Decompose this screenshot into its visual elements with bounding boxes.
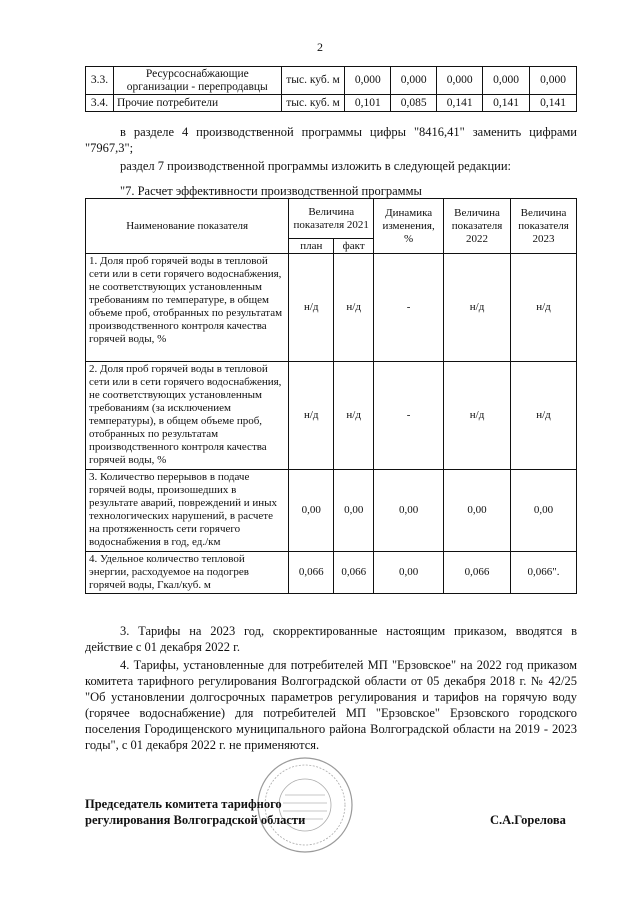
paragraph-section4: в разделе 4 производственной программы цифры "8416,41" заменить цифрами "7967,3"; xyxy=(85,125,577,155)
row-value: 0,000 xyxy=(530,67,577,95)
row-value-2022: 0,00 xyxy=(444,470,511,552)
row-value-2023: 0,066". xyxy=(511,552,577,594)
row-name: Прочие потребители xyxy=(113,95,281,112)
header-value-2021: Величина показателя 2021 xyxy=(289,199,374,239)
row-value-2022: 0,066 xyxy=(444,552,511,594)
row-value: 0,101 xyxy=(345,95,391,112)
header-name: Наименование показателя xyxy=(86,199,289,254)
row-value: 0,085 xyxy=(391,95,437,112)
row-value: 0,000 xyxy=(483,67,530,95)
row-fact: н/д xyxy=(334,254,374,362)
row-label: 1. Доля проб горячей воды в тепловой сети или в сети горячего водоснабжения, не соответствующих установленным требованиям по температуре, в общем объеме проб, отобранных по результатам производственного контроля качества горячей воды, % xyxy=(86,254,289,362)
table-row xyxy=(86,95,577,112)
row-label: 2. Доля проб горячей воды в тепловой сети или в сети горячего водоснабжения, не соответствующих установленным требованиям (за исключением температуры), в общем объеме проб, отобранных по результатам производственного контроля качества горячей воды, % xyxy=(86,362,289,470)
header-dynamics: Динамика изменения, % xyxy=(374,199,444,254)
header-plan: план xyxy=(289,239,334,254)
row-label: 3. Количество перерывов в подаче горячей воды, произошедших в результате аварий, повреждений и иных технологических нарушений, в расчете на протяженность сети горячего водоснабжения в год, ед./км xyxy=(86,470,289,552)
page-number: 2 xyxy=(317,40,323,54)
row-value: 0,000 xyxy=(391,67,437,95)
row-value-2022: н/д xyxy=(444,362,511,470)
row-value-2023: н/д xyxy=(511,362,577,470)
table-row xyxy=(86,362,577,470)
header-value-2023: Величина показателя 2023 xyxy=(511,199,577,254)
row-plan: н/д xyxy=(289,362,334,470)
row-plan: 0,066 xyxy=(289,552,334,594)
consumption-table xyxy=(85,66,577,112)
row-value: 0,000 xyxy=(345,67,391,95)
row-fact: н/д xyxy=(334,362,374,470)
row-dynamics: - xyxy=(374,362,444,470)
row-value: 0,141 xyxy=(437,95,483,112)
signature-position-line1: Председатель комитета тарифного xyxy=(85,797,282,811)
row-dynamics: 0,00 xyxy=(374,470,444,552)
signature-name: С.А.Горелова xyxy=(490,813,566,827)
row-plan: н/д xyxy=(289,254,334,362)
row-value-2022: н/д xyxy=(444,254,511,362)
header-fact: факт xyxy=(334,239,374,254)
row-label: 4. Удельное количество тепловой энергии, расходуемое на подогрев горячей воды, Гкал/куб. м xyxy=(86,552,289,594)
table-row xyxy=(86,254,577,362)
paragraph-item3: 3. Тарифы на 2023 год, скорректированные настоящим приказом, вводятся в действие с 01 декабря 2022 г. xyxy=(85,624,577,654)
paragraph-item4: 4. Тарифы, установленные для потребителей МП "Ерзовское" на 2022 год приказом комитета тарифного регулирования Волгоградской области от 05 декабря 2018 г. № 42/25 "Об установлении долгосрочных параметров регулирования и тарифов на горячую воду (горячее водоснабжение) для потребителей МП "Ерзовское" Ерзовского городского поселения Городищенского муниципального района Волгоградской области на 2019 - 2023 годы", с 01 декабря 2022 г. не применяются. xyxy=(85,658,577,752)
row-fact: 0,00 xyxy=(334,470,374,552)
row-unit: тыс. куб. м xyxy=(281,95,345,112)
header-value-2022: Величина показателя 2022 xyxy=(444,199,511,254)
row-value: 0,141 xyxy=(530,95,577,112)
row-dynamics: 0,00 xyxy=(374,552,444,594)
row-dynamics: - xyxy=(374,254,444,362)
paragraph-section7: раздел 7 производственной программы изложить в следующей редакции: xyxy=(120,159,512,173)
section-title: "7. Расчет эффективности производственной программы xyxy=(120,184,422,198)
table-row xyxy=(86,67,577,95)
row-value-2023: 0,00 xyxy=(511,470,577,552)
row-fact: 0,066 xyxy=(334,552,374,594)
table-row xyxy=(86,470,577,552)
row-unit: тыс. куб. м xyxy=(281,67,345,95)
row-value: 0,141 xyxy=(483,95,530,112)
row-plan: 0,00 xyxy=(289,470,334,552)
row-value-2023: н/д xyxy=(511,254,577,362)
row-name: Ресурсоснабжающие организации - перепродавцы xyxy=(113,67,281,95)
efficiency-table xyxy=(85,198,577,594)
row-number: 3.4. xyxy=(86,95,114,112)
row-number: 3.3. xyxy=(86,67,114,95)
table-row xyxy=(86,552,577,594)
signature-position-line2: регулирования Волгоградской области xyxy=(85,813,306,827)
row-value: 0,000 xyxy=(437,67,483,95)
